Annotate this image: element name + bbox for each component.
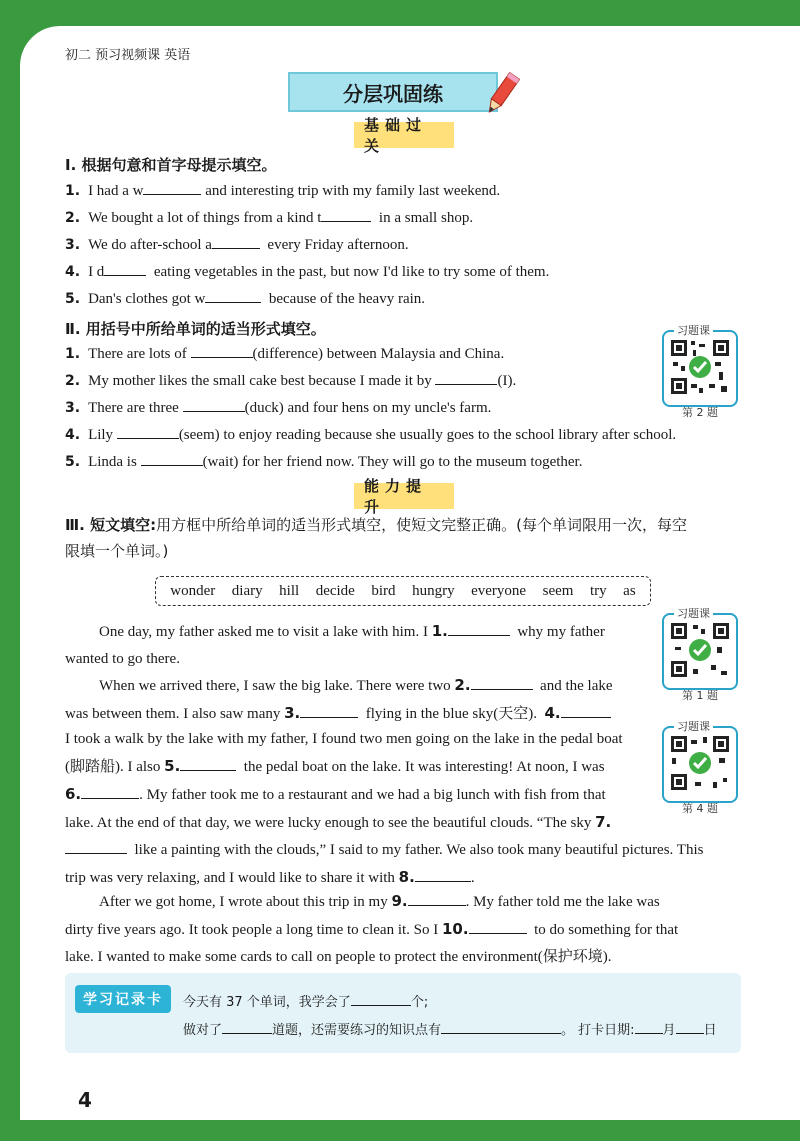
study-record-card: [65, 973, 741, 1053]
page-header: 初二 预习视频课 英语: [65, 48, 191, 63]
blank-7[interactable]: [65, 840, 127, 854]
section-1-heading: Ⅰ. 根据句意和首字母提示填空。: [65, 156, 277, 174]
blank-10[interactable]: [469, 920, 527, 934]
s1-item-5: 5. Dan's clothes got w because of the heavy rain.: [65, 291, 426, 307]
word: as: [623, 582, 636, 599]
qr-code-card[interactable]: 习题课: [662, 726, 738, 803]
pencil-icon: [480, 70, 524, 118]
worksheet-page: [20, 26, 800, 1120]
s2-item-2: 2. My mother likes the small cake best because I made it by (I).: [65, 373, 517, 389]
s1-item-4: 4. I d eating vegetables in the past, but now I'd like to try some of them.: [65, 264, 550, 280]
passage-para-2a: When we arrived there, I saw the big lake. There were two 2. and the lake was between them. I also saw many 3. flying in the blue sky(天空). 4.: [65, 676, 613, 722]
words-learned-field[interactable]: [351, 994, 411, 1006]
record-line-2: 做对了 道题，还需要练习的知识点有 。 打卡日期: 月 日: [183, 1023, 717, 1038]
qr-caption: 第 4 题: [682, 802, 718, 815]
section-3-heading-line2: 限填一个单词。): [65, 542, 169, 560]
correct-count-field[interactable]: [222, 1022, 272, 1034]
page-title: 分层巩固练: [288, 72, 498, 112]
s1-item-3: 3. We do after-school a every Friday afternoon.: [65, 237, 409, 253]
blank-3[interactable]: [300, 704, 358, 718]
passage-para-2b: I took a walk by the lake with my father, I found two men going on the lake in the pedal boat (脚踏船). I also 5. the pedal boat on the lake. It was interesting! At noon, I was 6. . My father took me to a restaurant and we had a big lunch with fish from that lake. At the end of that day, we were lucky enough to see the beautiful clouds. “The sky 7. like a painting with the clouds,” I said to my father. We also took many beautiful pictures. This trip was very relaxing, and I would like to share it with 8. .: [65, 731, 704, 886]
qr-code-card[interactable]: 习题课: [662, 613, 738, 690]
s2-item-1: 1. There are lots of (difference) between Malaysia and China.: [65, 346, 505, 362]
blank-2[interactable]: [471, 676, 533, 690]
word: bird: [371, 582, 396, 599]
record-card-label: 学习记录卡: [75, 985, 171, 1013]
blank-4[interactable]: [561, 704, 611, 718]
s2-item-4: 4. Lily (seem) to enjoy reading because she usually goes to the school library after school.: [65, 427, 677, 443]
blank[interactable]: [191, 344, 253, 358]
blank[interactable]: [212, 235, 260, 249]
blank[interactable]: [435, 371, 497, 385]
blank-1[interactable]: [448, 622, 510, 636]
qr-code-icon: [669, 338, 731, 396]
blank[interactable]: [117, 425, 179, 439]
blank[interactable]: [183, 398, 245, 412]
word: wonder: [170, 582, 216, 599]
blank-6[interactable]: [81, 785, 139, 799]
word: everyone: [471, 582, 527, 599]
word: try: [589, 582, 607, 599]
month-field[interactable]: [635, 1022, 663, 1034]
blank-9[interactable]: [408, 892, 466, 906]
section-2-heading: Ⅱ. 用括号中所给单词的适当形式填空。: [65, 320, 326, 338]
word: decide: [315, 582, 355, 599]
s1-item-2: 2. We bought a lot of things from a kind t in a small shop.: [65, 210, 474, 226]
page-number: 4: [78, 1088, 92, 1112]
word-bank: [155, 576, 651, 606]
qr-caption: 第 2 题: [682, 406, 718, 419]
record-line-1: 今天有 37 个单词，我学会了 个;: [183, 995, 429, 1010]
passage-para-3: After we got home, I wrote about this trip in my 9. . My father told me the lake was dirty five years ago. It took people a long time to clean it. So I 10. to do something for that lake. I wanted to make some cards to call on people to protect the environment(保护环境).: [65, 892, 679, 965]
s2-item-3: 3. There are three (duck) and four hens on my uncle's farm.: [65, 400, 492, 416]
blank[interactable]: [143, 181, 201, 195]
blank[interactable]: [205, 289, 261, 303]
subtitle-basic: 基础过关: [354, 122, 454, 148]
practice-points-field[interactable]: [441, 1022, 561, 1034]
subtitle-ability: 能力提升: [354, 483, 454, 509]
word: hill: [279, 582, 300, 599]
blank[interactable]: [104, 262, 146, 276]
section-3-heading: Ⅲ. 短文填空:用方框中所给单词的适当形式填空，使短文完整正确。(每个单词限用一次，每空: [65, 516, 687, 534]
qr-code-card[interactable]: 习题课: [662, 330, 738, 407]
word: diary: [231, 582, 263, 599]
blank[interactable]: [321, 208, 371, 222]
passage-para-1: One day, my father asked me to visit a lake with him. I 1. why my father wanted to go there.: [65, 622, 605, 667]
word: seem: [542, 582, 574, 599]
qr-code-icon: [669, 621, 731, 679]
blank-5[interactable]: [180, 757, 236, 771]
qr-caption: 第 1 题: [682, 689, 718, 702]
s1-item-1: 1. I had a w and interesting trip with my family last weekend.: [65, 183, 501, 199]
s2-item-5: 5. Linda is (wait) for her friend now. They will go to the museum together.: [65, 454, 583, 470]
word: hungry: [412, 582, 455, 599]
blank[interactable]: [141, 452, 203, 466]
blank-8[interactable]: [415, 868, 471, 882]
day-field[interactable]: [676, 1022, 704, 1034]
